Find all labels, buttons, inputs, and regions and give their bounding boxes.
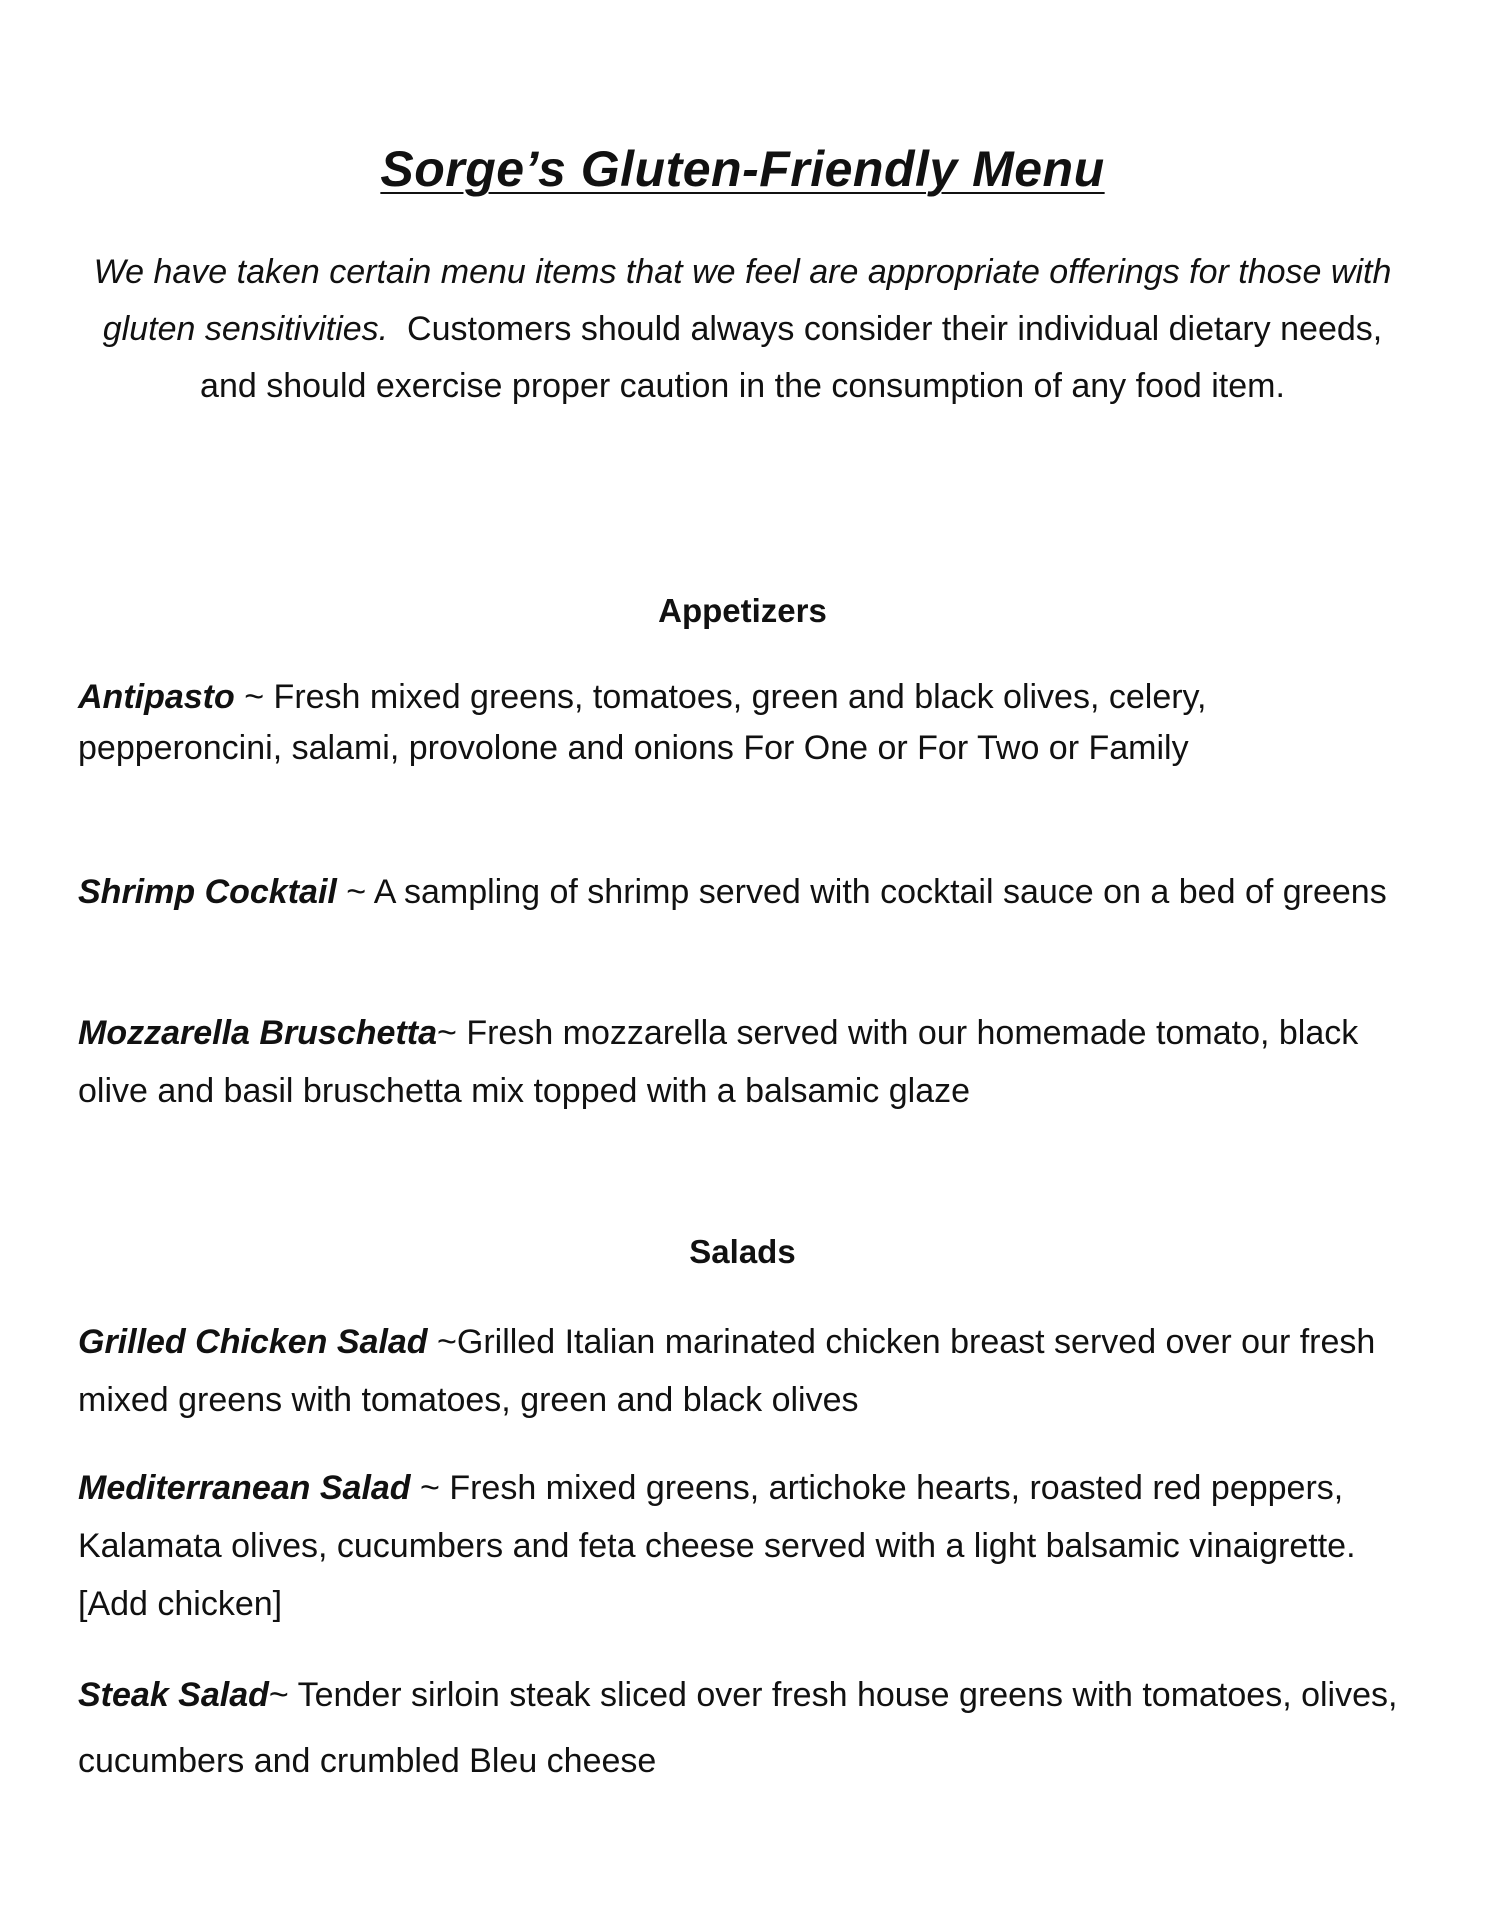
menu-item-name: Mediterranean Salad	[78, 1469, 411, 1507]
menu-item-mediterranean-salad	[78, 1459, 1418, 1633]
menu-item-separator: ~	[420, 1469, 440, 1507]
menu-item-description: Fresh mixed greens, tomatoes, green and black olives, celery, pepperoncini, salami, provolone and onions For One or For Two or Family	[78, 678, 1207, 767]
section-heading-appetizers: Appetizers	[658, 592, 827, 629]
menu-item-description: A sampling of shrimp served with cocktail sauce on a bed of greens	[373, 873, 1387, 911]
menu-item-note: [Add chicken]	[78, 1585, 283, 1623]
menu-item-steak-salad	[78, 1662, 1418, 1794]
menu-item-description: Grilled Italian marinated chicken breast served over our fresh mixed greens with tomatoes, green and black olives	[78, 1323, 1376, 1419]
section-heading-salads: Salads	[689, 1233, 796, 1270]
menu-item-description: Fresh mixed greens, artichoke hearts, roasted red peppers, Kalamata olives, cucumbers and feta cheese served with a light balsamic vinaigrette.	[78, 1469, 1356, 1565]
menu-item-name: Shrimp Cocktail	[78, 873, 337, 911]
menu-item-antipasto	[78, 672, 1418, 774]
intro-regular-text: Customers should always consider their individual dietary needs, and should exercise proper caution in the consumption of any food item.	[200, 310, 1383, 405]
menu-item-mozzarella-bruschetta	[78, 1004, 1418, 1120]
menu-item-separator: ~	[346, 873, 367, 911]
intro-paragraph	[70, 244, 1415, 415]
menu-item-name: Grilled Chicken Salad	[78, 1323, 428, 1361]
menu-item-separator: ~	[437, 1323, 457, 1361]
menu-item-separator: ~	[437, 1014, 457, 1052]
menu-item-description: Tender sirloin steak sliced over fresh house greens with tomatoes, olives, cucumbers and crumbled Bleu cheese	[78, 1676, 1398, 1780]
menu-item-separator: ~	[244, 678, 265, 716]
menu-item-name: Antipasto	[78, 678, 235, 716]
menu-item-shrimp-cocktail	[78, 865, 1418, 919]
menu-item-grilled-chicken-salad	[78, 1313, 1418, 1429]
page-title: Sorge’s Gluten-Friendly Menu	[380, 141, 1105, 197]
menu-item-name: Mozzarella Bruschetta	[78, 1014, 437, 1052]
intro-italic-text: We have taken certain menu items that we feel are appropriate offerings for those with gluten sensitivities.	[93, 253, 1392, 348]
menu-item-name: Steak Salad	[78, 1676, 269, 1714]
menu-item-description: Fresh mozzarella served with our homemade tomato, black olive and basil bruschetta mix topped with a balsamic glaze	[78, 1014, 1359, 1110]
menu-item-separator: ~	[268, 1676, 289, 1714]
